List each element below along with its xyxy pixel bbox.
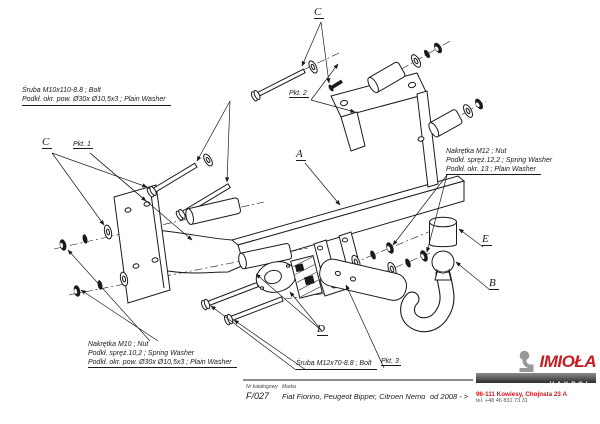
annotation-nut-m10 [88,341,237,368]
annotation-bolt-m12 [296,360,377,370]
annotation-line: Podkł. okr. pow. Ø30x Ø10,5x3 ; Plain Washer [88,359,237,369]
annotation-nut-m12 [446,148,552,175]
logo-division-text: HAKPOL [549,381,592,388]
nut [385,241,396,255]
swan-neck [408,274,447,325]
washer [202,153,214,168]
bolt-stub [327,78,344,92]
logo-address: 96-111 Kowiesy, Chojnata 23 A [476,391,567,398]
callout-b: B [489,277,499,290]
callout-c-left: C [42,136,52,149]
annotation-line: Nakrętka M12 ; Nut [446,148,507,155]
logo-phone: tel. +48 46 831 73 31 [476,398,528,404]
upper-bracket [331,73,438,187]
callout-d: D [317,323,328,336]
callout-a: A [296,148,306,161]
bolt-m10-1 [146,161,198,198]
logo-division-bar [476,373,596,388]
point-label-pkt1: Pkt. 1 [73,141,91,148]
callout-e: E [482,233,492,246]
annotation-line: Śruba M12x70-8.8 ; Bolt [296,360,377,370]
point-label-pkt2: Pkt. 2 [289,90,307,97]
vehicle-models: Fiat Fiorino, Peugeot Bipper, Citroen Nemo [282,392,426,401]
catalog-number-label: Nr katalogowy [246,384,278,390]
washer [462,103,475,119]
nut [73,285,82,298]
annotation-line: Podkł. spręż.12,2 ; Spring Washer [446,156,553,164]
year-range: od 2008 - > [430,392,469,401]
spring-washer [82,234,89,244]
logo-brand-row [476,348,596,372]
ball-cover-cap [430,217,457,246]
logo-brand-text: IMIOŁA [539,352,596,371]
catalog-number-value: F/027 [246,391,270,401]
towball-logo-icon [518,350,538,372]
brand-label: Marka [282,384,296,390]
bolt-m12-1 [200,280,259,311]
washer [103,224,113,239]
spacer-tube [184,197,241,225]
nut [473,97,484,110]
washer [410,53,423,69]
annotation-line: Podkł. okr. pow. Ø30x Ø10,5x3 ; Plain Washer [22,96,171,106]
point-label-pkt3: Pkt. 3 [381,358,399,365]
callout-c-top: C [314,6,324,19]
nut [59,239,68,252]
receiver-body [317,257,409,303]
nut [432,41,443,54]
spring-washer [369,250,377,261]
annotation-line: Śruba M10x110-8.8 ; Bolt [22,87,101,94]
left-bracket [114,185,170,303]
nut [419,249,430,263]
annotation-line: Podkł. okr. 13 ; Plain Washer [446,166,541,176]
annotation-bolt-m10 [22,87,171,106]
annotation-line: Nakrętka M10 ; Nut [88,341,149,348]
bolt-m12-2 [223,294,284,325]
spring-washer [423,49,431,59]
tow-ball [432,251,454,273]
annotation-line: Podkł. spręż.10,2 ; Spring Washer [88,349,195,357]
manufacturer-logo [476,348,596,404]
spacer-tube [427,109,463,139]
